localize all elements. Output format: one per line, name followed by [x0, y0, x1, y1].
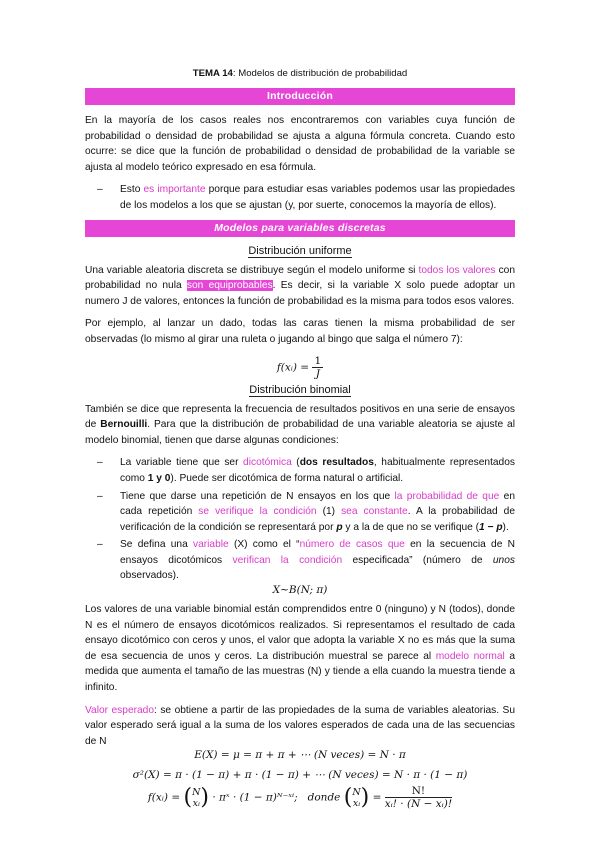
expected-value-formula: E(X) = μ = π + π + ⋯ (N veces) = N · π — [194, 749, 406, 762]
highlight-text: son equiprobables — [186, 280, 273, 292]
list-item: – Tiene que darse una repetición de N ensayos en los que la probabilidad de que en cada repetición se verifique la condición (1) sea constante. A la probabilidad de verificación de la condición se representará por p y a la de que no se verifique (1 − p). — [97, 490, 516, 533]
list-item: – Esto es importante porque para estudiar esas variables podemos usar las propiedades de los modelos a los que se ajustan (y, por suerte, conocemos la mayoría de ellos). — [97, 184, 515, 211]
binomial-heading: Distribución binomial — [249, 383, 351, 396]
section-header-discrete: Modelos para variables discretas — [85, 220, 515, 237]
document-page — [85, 68, 515, 812]
uniform-heading: Distribución uniforme — [248, 244, 352, 257]
page-title — [85, 68, 515, 79]
binomial-paragraph-2: Los valores de una variable binomial están comprendidos entre 0 (ninguno) y N (todos), donde N es el número de ensayos dicotómicos realizados. Si representamos el resultado de cada ensayo dicotómico con ceros y unos, el valor que adopta la variable X no es más que la suma de esa secuencia de unos y ceros. La distribución muestral se parece al modelo normal a medida que aumenta el tamaño de las muestras (N) y tiende a ella cuando la muestra tiende a infinito. — [85, 604, 515, 694]
binomial-conditions-list — [85, 455, 515, 584]
title-text: : Modelos de distribución de probabilidad — [232, 68, 408, 79]
uniform-formula: f(xᵢ) = $\frac{1}{J}$ — [276, 354, 322, 380]
uniform-paragraph-1: Una variable aleatoria discreta se distribuye según el modelo uniforme si todos los valores con probabilidad no nula son equiprobables. Es decir, si la variable X solo puede adoptar un numero J de valores, entonces la función de probabilidad es la misma para todos esos valores. — [85, 264, 516, 307]
variance-formula: σ²(X) = π · (1 − π) + π · (1 − π) + ⋯ (N veces) = N · π · (1 − π) — [132, 769, 468, 782]
section-header-introduction: Introducción — [85, 88, 515, 105]
intro-list — [85, 182, 515, 213]
dash-bullet: – — [97, 539, 103, 551]
highlight-text: todos los valores — [418, 264, 496, 276]
list-item: – Se defina una variable (X) como el “número de casos que en la secuencia de N ensayos dicotómicos verifican la condición especificada” (número de unos observados). — [97, 539, 515, 582]
dash-bullet: – — [97, 184, 103, 196]
binomial-paragraph-3: Valor esperado: se obtiene a partir de las propiedades de la suma de variables aleatorias. Su valor esperado será igual a la suma de los valores esperados de cada una de las secuencias de N — [85, 704, 516, 747]
list-item: – La variable tiene que ser dicotómica (dos resultados, habitualmente representados como 1 y 0). Puede ser dicotómica de forma natural o artificial. — [97, 457, 515, 484]
binomial-paragraph-1: También se dice que representa la frecuencia de resultados positivos en una serie de ensayos de Bernouilli. Para que la distribución de probabilidad de una variable aleatoria se ajuste al modelo binomial, tienen que darse algunas condiciones: — [85, 403, 515, 446]
binomial-distribution-formula: X∼B(N; π) — [272, 584, 328, 597]
binomial-pmf-formula: f(xᵢ) = ( N xᵢ ) · πˣ · (1 − π)ᴺ⁻ˣⁱ; donde ( N xᵢ ) = $\frac{N!}{\text{xᵢ! · (N − xᵢ)!}}$ — [147, 785, 453, 811]
title-topic: TEMA 14 — [192, 68, 233, 79]
dash-bullet: – — [97, 490, 103, 502]
dash-bullet: – — [97, 457, 103, 469]
highlight-text: es importante — [143, 184, 206, 196]
intro-paragraph: En la mayoría de los casos reales nos encontraremos con variables cuya función de probabilidad o densidad de probabilidad se ajusta a alguna fórmula concreta. Cuando esto ocurre: se dice que la función de probabilidad o densidad de probabilidad de la variable se ajusta al modelo teórico expresado en esa fórmula. — [85, 115, 515, 173]
uniform-paragraph-2: Por ejemplo, al lanzar un dado, todas las caras tienen la misma probabilidad de ser observadas (lo mismo al girar una ruleta o jugando al bingo que salga el número 7): — [85, 318, 515, 345]
